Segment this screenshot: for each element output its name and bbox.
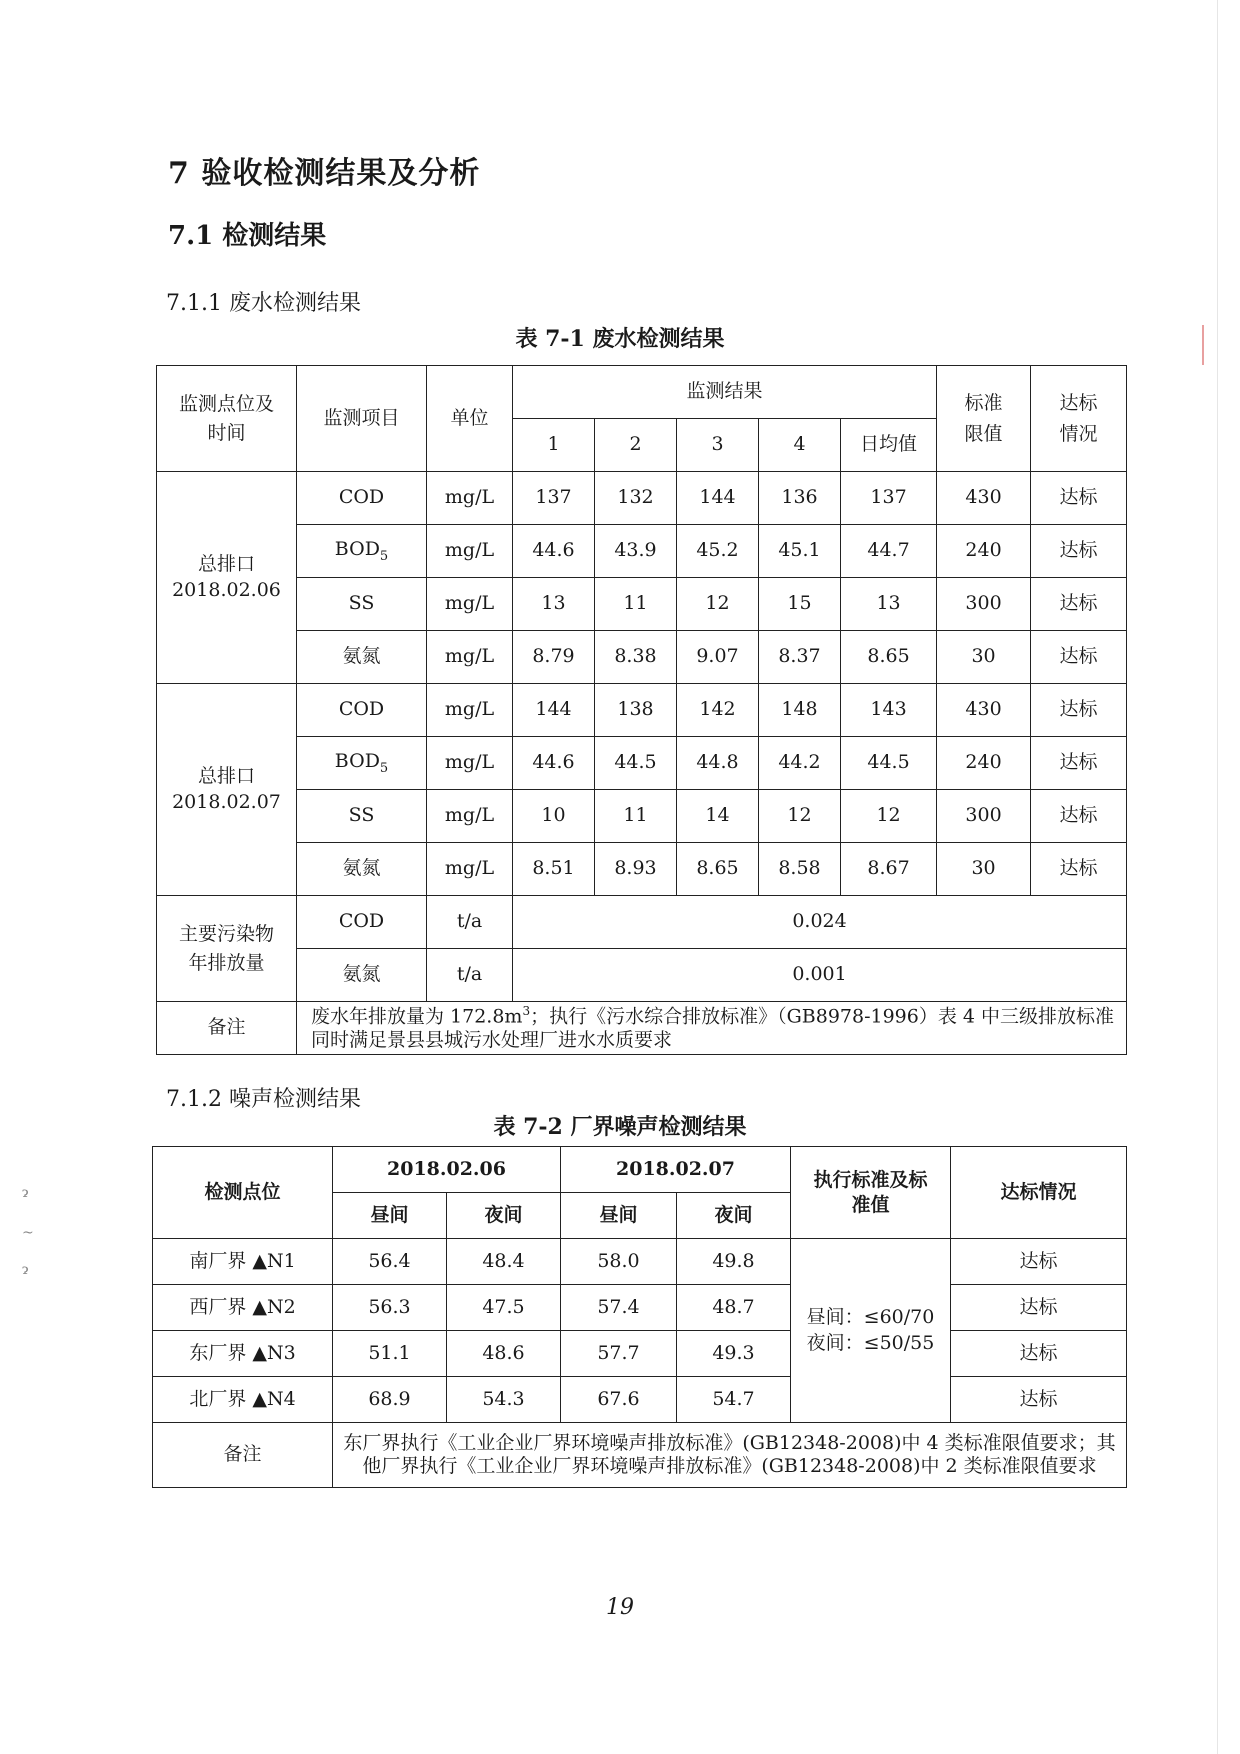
point-cell: 东厂界 ▲N3 [153, 1331, 333, 1377]
value-cell: 8.65 [677, 843, 759, 896]
site-date: 2018.02.07 [172, 790, 281, 813]
unit-cell: t/a [427, 896, 513, 949]
value-cell: 144 [513, 684, 595, 737]
value-cell: 148 [759, 684, 841, 737]
table1-header-row [157, 366, 1127, 419]
note-text-rest: ；执行《污水综合排放标准》（GB8978-1996）表 4 中三级排放标准同时满足景县县城污水处理厂进水水质要求 [311, 1004, 1115, 1051]
standard-day: 昼间：≤60/70 [806, 1305, 935, 1328]
noise-value-cell: 47.5 [447, 1285, 561, 1331]
standard-cell [791, 1239, 951, 1423]
noise-table [152, 1146, 1127, 1488]
unit-cell: mg/L [427, 737, 513, 790]
value-cell: 11 [595, 578, 677, 631]
table-row [157, 578, 1127, 631]
annual-value-cell: 0.001 [513, 949, 1127, 1002]
site-cell [157, 684, 297, 896]
value-cell: 8.67 [841, 843, 937, 896]
value-cell: 143 [841, 684, 937, 737]
item-cell [297, 684, 427, 737]
value-cell: 11 [595, 790, 677, 843]
header-status: 达标情况 [1031, 366, 1127, 472]
point-cell: 南厂界 ▲N1 [153, 1239, 333, 1285]
note-text-cell: 东厂界执行《工业企业厂界环境噪声排放标准》(GB12348-2008)中 4 类标准限值要求；其他厂界执行《工业企业厂界环境噪声排放标准》(GB12348-2008)中 2 类标准限值要求 [333, 1423, 1127, 1488]
table-row [157, 790, 1127, 843]
item-cell [297, 578, 427, 631]
limit-cell: 30 [937, 631, 1031, 684]
item-cell [297, 472, 427, 525]
value-cell: 10 [513, 790, 595, 843]
note-row [157, 1002, 1127, 1055]
note-row [153, 1423, 1127, 1488]
noise-value-cell: 49.8 [677, 1239, 791, 1285]
header-day-1: 昼间 [333, 1193, 447, 1239]
value-cell: 44.8 [677, 737, 759, 790]
value-cell: 8.79 [513, 631, 595, 684]
header-item: 监测项目 [297, 366, 427, 472]
unit-cell: mg/L [427, 790, 513, 843]
status-cell: 达标 [1031, 578, 1127, 631]
header-point: 检测点位 [153, 1147, 333, 1239]
limit-cell: 430 [937, 684, 1031, 737]
item-subscript: 5 [379, 760, 389, 776]
table-row [153, 1331, 1127, 1377]
header-limit: 标准限值 [937, 366, 1031, 472]
value-cell: 8.65 [841, 631, 937, 684]
value-cell: 12 [841, 790, 937, 843]
item-name: COD [338, 486, 385, 509]
subsection-heading-noise: 7.1.2 噪声检测结果 [166, 1087, 361, 1112]
item-subscript: 5 [379, 548, 389, 564]
table-row [153, 1285, 1127, 1331]
value-cell: 142 [677, 684, 759, 737]
table-row [157, 525, 1127, 578]
margin-mark: ~ [22, 1225, 34, 1241]
unit-cell: mg/L [427, 843, 513, 896]
noise-status-cell: 达标 [951, 1377, 1127, 1423]
value-cell: 12 [677, 578, 759, 631]
unit-cell: t/a [427, 949, 513, 1002]
noise-status-cell: 达标 [951, 1331, 1127, 1377]
header-col-daily-avg: 日均值 [841, 419, 937, 472]
margin-mark: ɂ [22, 1185, 29, 1201]
value-cell: 14 [677, 790, 759, 843]
value-cell: 8.38 [595, 631, 677, 684]
value-cell: 45.1 [759, 525, 841, 578]
noise-value-cell: 51.1 [333, 1331, 447, 1377]
value-cell: 144 [677, 472, 759, 525]
value-cell: 45.2 [677, 525, 759, 578]
note-label: 备注 [157, 1002, 297, 1055]
value-cell: 13 [513, 578, 595, 631]
item-cell [297, 737, 427, 790]
value-cell: 12 [759, 790, 841, 843]
table-row [157, 472, 1127, 525]
value-cell: 137 [841, 472, 937, 525]
unit-cell: mg/L [427, 578, 513, 631]
noise-value-cell: 68.9 [333, 1377, 447, 1423]
value-cell: 137 [513, 472, 595, 525]
item-name: BOD [334, 749, 380, 772]
header-col-1: 1 [513, 419, 595, 472]
header-col-3: 3 [677, 419, 759, 472]
noise-value-cell: 48.4 [447, 1239, 561, 1285]
value-cell: 13 [841, 578, 937, 631]
limit-cell: 30 [937, 843, 1031, 896]
limit-cell: 430 [937, 472, 1031, 525]
limit-cell: 300 [937, 790, 1031, 843]
limit-cell: 240 [937, 737, 1031, 790]
value-cell: 43.9 [595, 525, 677, 578]
table2-header-row [153, 1147, 1127, 1193]
noise-value-cell: 57.7 [561, 1331, 677, 1377]
limit-cell: 240 [937, 525, 1031, 578]
unit-cell: mg/L [427, 525, 513, 578]
site-date: 2018.02.06 [172, 578, 281, 601]
noise-value-cell: 67.6 [561, 1377, 677, 1423]
value-cell: 8.37 [759, 631, 841, 684]
note-label: 备注 [153, 1423, 333, 1488]
header-col-4: 4 [759, 419, 841, 472]
site-name: 总排口 [197, 552, 255, 575]
item-name: 氨氮 [342, 645, 381, 668]
noise-value-cell: 48.7 [677, 1285, 791, 1331]
value-cell: 44.2 [759, 737, 841, 790]
header-date-2: 2018.02.07 [561, 1147, 791, 1193]
unit-cell: mg/L [427, 684, 513, 737]
chapter-heading: 7 验收检测结果及分析 [168, 156, 481, 191]
annual-row [157, 949, 1127, 1002]
item-name: 氨氮 [342, 857, 381, 880]
table-row [157, 843, 1127, 896]
margin-mark: ɂ [22, 1262, 29, 1278]
value-cell: 44.7 [841, 525, 937, 578]
header-col-2: 2 [595, 419, 677, 472]
table-row [157, 737, 1127, 790]
status-cell: 达标 [1031, 631, 1127, 684]
point-cell: 西厂界 ▲N2 [153, 1285, 333, 1331]
table2-caption: 表 7-2 厂界噪声检测结果 [493, 1114, 747, 1140]
item-cell [297, 843, 427, 896]
status-cell: 达标 [1031, 684, 1127, 737]
annual-row [157, 896, 1127, 949]
subsection-heading-wastewater: 7.1.1 废水检测结果 [166, 291, 361, 316]
item-name: SS [348, 804, 375, 827]
noise-value-cell: 57.4 [561, 1285, 677, 1331]
note-text-cell [297, 1002, 1127, 1055]
status-cell: 达标 [1031, 790, 1127, 843]
header-results: 监测结果 [513, 366, 937, 419]
table-row [157, 684, 1127, 737]
item-cell: 氨氮 [297, 949, 427, 1002]
value-cell: 44.6 [513, 737, 595, 790]
wastewater-table [156, 365, 1127, 1055]
item-cell [297, 631, 427, 684]
item-cell [297, 790, 427, 843]
section-heading: 7.1 检测结果 [168, 221, 327, 251]
header-day-2: 昼间 [561, 1193, 677, 1239]
table-row [157, 631, 1127, 684]
table-row [153, 1239, 1127, 1285]
item-name: SS [348, 592, 375, 615]
header-unit: 单位 [427, 366, 513, 472]
noise-value-cell: 58.0 [561, 1239, 677, 1285]
limit-cell: 300 [937, 578, 1031, 631]
noise-value-cell: 48.6 [447, 1331, 561, 1377]
value-cell: 44.5 [595, 737, 677, 790]
value-cell: 138 [595, 684, 677, 737]
header-standard: 执行标准及标准值 [791, 1147, 951, 1239]
annual-label: 主要污染物年排放量 [178, 923, 274, 974]
table-row [153, 1377, 1127, 1423]
header-date-1: 2018.02.06 [333, 1147, 561, 1193]
table1-caption: 表 7-1 废水检测结果 [515, 326, 725, 352]
annual-value-cell: 0.024 [513, 896, 1127, 949]
item-name: COD [338, 698, 385, 721]
value-cell: 15 [759, 578, 841, 631]
value-cell: 44.5 [841, 737, 937, 790]
value-cell: 132 [595, 472, 677, 525]
noise-status-cell: 达标 [951, 1239, 1127, 1285]
item-cell [297, 525, 427, 578]
note-text: 废水年排放量为 172.8m [311, 1004, 523, 1027]
noise-value-cell: 56.4 [333, 1239, 447, 1285]
value-cell: 8.51 [513, 843, 595, 896]
site-cell [157, 472, 297, 684]
status-cell: 达标 [1031, 525, 1127, 578]
value-cell: 44.6 [513, 525, 595, 578]
item-cell: COD [297, 896, 427, 949]
page-number: 19 [606, 1595, 634, 1620]
item-name: BOD [334, 537, 380, 560]
header-site: 监测点位及时间 [157, 366, 297, 472]
noise-status-cell: 达标 [951, 1285, 1127, 1331]
note-superscript: 3 [522, 1003, 531, 1018]
noise-value-cell: 49.3 [677, 1331, 791, 1377]
unit-cell: mg/L [427, 472, 513, 525]
noise-value-cell: 54.7 [677, 1377, 791, 1423]
header-night-2: 夜间 [677, 1193, 791, 1239]
noise-value-cell: 54.3 [447, 1377, 561, 1423]
header-night-1: 夜间 [447, 1193, 561, 1239]
value-cell: 8.93 [595, 843, 677, 896]
value-cell: 8.58 [759, 843, 841, 896]
standard-night: 夜间：≤50/55 [806, 1331, 935, 1354]
page-edge [1217, 0, 1218, 1754]
status-cell: 达标 [1031, 472, 1127, 525]
annual-label-cell [157, 896, 297, 1002]
site-name: 总排口 [197, 764, 255, 787]
value-cell: 136 [759, 472, 841, 525]
header-noise-status: 达标情况 [951, 1147, 1127, 1239]
noise-value-cell: 56.3 [333, 1285, 447, 1331]
point-cell: 北厂界 ▲N4 [153, 1377, 333, 1423]
value-cell: 9.07 [677, 631, 759, 684]
unit-cell: mg/L [427, 631, 513, 684]
status-cell: 达标 [1031, 737, 1127, 790]
status-cell: 达标 [1031, 843, 1127, 896]
